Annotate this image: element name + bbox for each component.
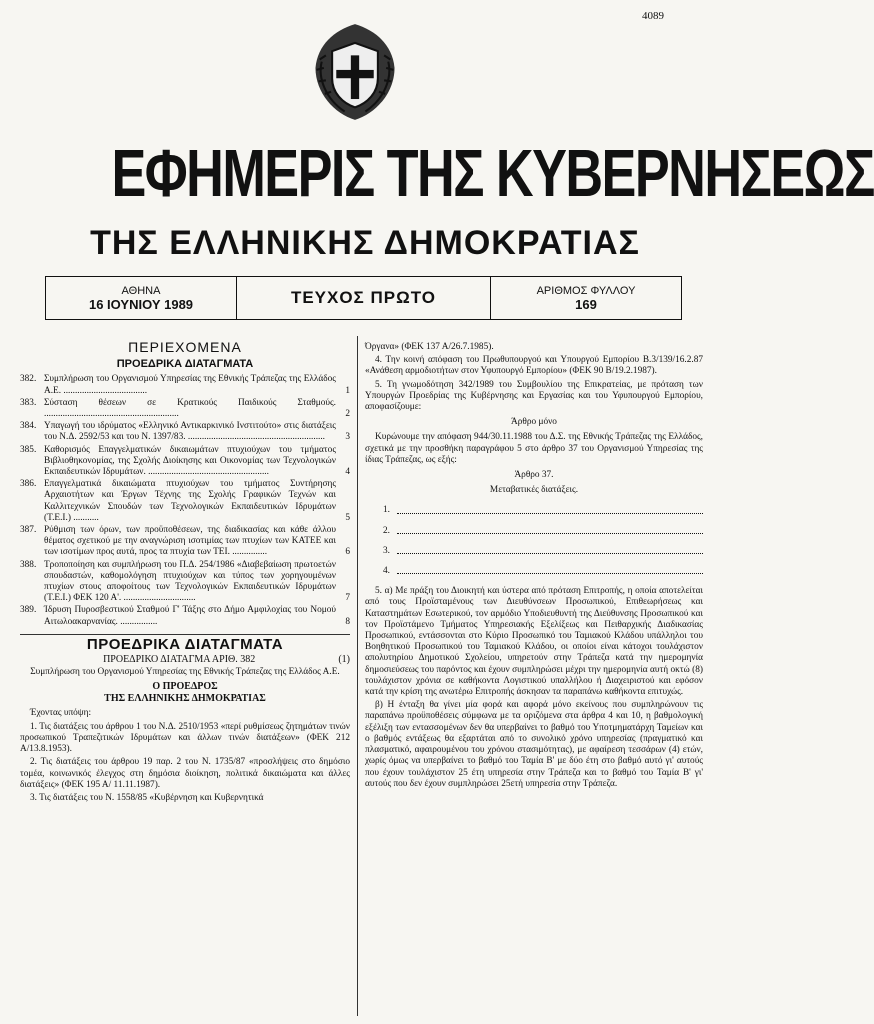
right-paragraph-1: Όργανα» (ΦΕΚ 137 Α/26.7.1985). [365,342,494,352]
dotted-item [383,546,703,557]
toc-item-page: 4 [345,467,350,478]
left-column [20,340,350,806]
sheet-label: ΑΡΙΘΜΟΣ ΦΥΛΛΟΥ [536,285,636,297]
toc-item [20,560,350,605]
left-paragraph-2: 2. Τις διατάξεις του άρθρου 19 παρ. 2 του Ν. 1735/87 «προσλήψεις στο δημόσιο τομέα, κοινωνικός έλεγχος στη δημόσια διοίκηση, πολιτικά δικαιώματα και άλλες διατάξεις» (ΦΕΚ 195 Α/ 11.11.1987). [20,757,350,790]
toc-item-text: Υπαγωγή του ιδρύματος «Ελληνικό Αντικαρκινικό Ινστιτούτο» στις διατάξεις του Ν.Δ. 2592/53 και του Ν. 1397/83. ........................................................... [44,421,336,443]
dotted-item-number: 3. [383,545,390,556]
toc-item-text: Συμπλήρωση του Οργανισμού Υπηρεσίας της Εθνικής Τράπεζας της Ελλάδος Α.Ε. .................................... [44,374,336,396]
column-divider [357,336,358,1016]
toc-item-text: Επαγγελματικά δικαιώματα πτυχιούχων του τμήματος Συντήρησης Αρχαιοτήτων και Έργων Τέχνης της Σχολής Γραφικών Τεχνών και Καλλιτεχνικών Σπουδών των Τεχνολογικών Εκπαιδευτικών Ιδρυμάτων (Τ.Ε.Ι.) ........... [44,479,336,523]
left-paragraph-1: 1. Τις διατάξεις του άρθρου 1 του Ν.Δ. 2510/1953 «περί ρυθμίσεως ζητημάτων τινών προσωπικού Τραπεζιτικών Ιδρυμάτων και άλλων τινών διατάξεων» (ΦΕΚ 212 Α/13.8.1953). [20,721,350,755]
toc-item-number: 389. [20,605,37,616]
toc-item-number: 388. [20,559,37,570]
toc-item-number: 384. [20,421,37,432]
coat-of-arms-icon [303,20,407,124]
toc-item [20,374,350,396]
toc-item-page: 3 [345,432,350,443]
toc-item [20,398,350,420]
dotted-item [383,566,703,577]
toc-item-text: Καθορισμός Επαγγελματικών δικαιωμάτων πτυχιούχων του τμήματος Βιβλιοθηκονομίας, της Σχολής Διοίκησης και Οικονομίας των Τεχνολογικών Εκπαιδευτικών Ιδρυμάτων. .................................................... [44,444,336,478]
toc-title: ΠΕΡΙΕΧΟΜΕΝΑ [128,339,242,355]
toc-item-text: Ίδρυση Πυροσβεστικού Σταθμού Γ' Τάξης στο Δήμο Αμφιλοχίας του Νομού Αιτωλοακαρνανίας. ................ [44,605,336,627]
left-paragraph-3: 3. Τις διατάξεις του Ν. 1558/85 «Κυβέρνηση και Κυβερνητικά [30,792,264,803]
toc-item-page: 8 [345,616,350,627]
gazette-title: ΕΦΗΜΕΡΙΣ ΤΗΣ ΚΥΒΕΡΝΗΣΕΩΣ [111,136,874,211]
dotted-item-number: 4. [383,566,390,577]
right-column [365,340,703,792]
article-37: Άρθρο 37. [514,470,554,481]
toc-item-text: Ρύθμιση των όρων, των προϋποθέσεων, της διαδικασίας και κάθε άλλου θέματος σχετικού με την αναγνώριση ισοτιμίας των πτυχίων των ΚΑΤΕΕ και των ισοτίμων προς αυτά, προς τα πτυχία των ΤΕΙ. ............... [44,525,336,558]
toc-item [20,479,350,524]
right-paragraph-2: 4. Την κοινή απόφαση του Πρωθυπουργού και Υπουργού Εμπορίου Β.3/139/16.2.87 «Ανάθεση αρμοδιοτήτων στον Υφυπουργό Εμπορίου» (ΦΕΚ 90 Β/19.2.1987). [365,355,703,377]
toc-item-text: Τροποποίηση και συμπλήρωση του Π.Δ. 254/1986 «Διαβεβαίωση πρωτοετών σπουδαστών, καθομολόγηση πτυχιούχων και τύπος των χορηγουμένων πτυχίων στους αποφοίτους των Τεχνολογικών Εκπαιδευτικών Ιδρυμάτων (Τ.Ε.Ι.) ΦΕΚ 120 Α'. ............................... [44,559,336,604]
issue-series: ΤΕΥΧΟΣ ΠΡΩΤΟ [290,288,437,307]
toc-subtitle: ΠΡΟΕΔΡΙΚΑ ΔΙΑΤΑΓΜΑΤΑ [116,358,254,371]
toc-item-text: Σύσταση θέσεων σε Κρατικούς Παιδικούς Σταθμούς. .......................................................... [44,397,336,420]
toc-item-number: 387. [20,525,37,536]
toc-item-page: 2 [345,409,350,420]
toc-item-page: 1 [345,385,350,396]
paragraph-5b: β) Η ένταξη θα γίνει μία φορά και αφορά μόνο εκείνους που συμπληρώνουν τις παραπάνω προϋποθέσεις σύμφωνα με τα οριζόμενα στα άρθρα 4 και 10, η βαθμολογική εξέλιξη των εντασσομένων δεν θα υπερβαίνει το βαθμό του Υποτμηματάρχη Ταμείων και ο βαθμός εντάξεως θα εξαρτάται από το συνολικό χρόνο υπηρεσίας (πραγματικό και πλασματικό, αφαιρουμένου του χρόνου στασιμότητας), με αφαίρεση τεσσάρων (4) ετών, χωρίς όμως να υπερβαίνει το βαθμό του Ταμία Β' με δύο έτη στο βαθμό αυτό γι' αυτούς που έχουν τουλάχιστον 25 έτη υπηρεσία στην Τράπεζα και το βαθμό του Ταμία Β' γι' αυτούς που δεν έχουν συμπληρώσει 25ετή υπηρεσία στην Τράπεζα. [365,700,703,789]
gazette-subtitle: ΤΗΣ ΕΛΛΗΝΙΚΗΣ ΔΗΜΟΚΡΑΤΙΑΣ [90,224,640,262]
toc-item [20,605,350,627]
considering: Έχοντας υπόψη: [30,708,92,719]
decree-label: ΠΡΟΕΔΡΙΚΟ ΔΙΑΤΑΓΜΑ ΑΡΙΘ. 382 [103,654,256,666]
dotted-item-number: 2. [383,525,390,536]
dotted-item [383,505,703,516]
paragraph-5a: 5. α) Με πράξη του Διοικητή και ύστερα από πρόταση Επιτροπής, η οποία αποτελείται από τους Προϊσταμένους των Διευθύνσεων Προσωπικού, Επιθεωρήσεως και Καταστημάτων Εσωτερικού, τον αρμόδιο Υποδιευθυντή της Διεύθυνσης Προσωπικού και τον Προϊστάμενο Τμήματος Υπηρεσιακής Εξελίξεως και Πειθαρχικής Διαδικασίας Προσωπικού, εντάσσονται στο Κύριο Προσωπικό του Ταμιακού Κλάδου υπάλληλοι του Βοηθητικού Προσωπικού του Ταμιακού Κλάδου, οι οποίοι είναι κάτοχοι τουλάχιστον απολυτηρίου Δημοτικού Σχολείου, υπηρετούν στην Τράπεζα κατά την ημερομηνία δημοσιεύσεως του παρόντος και έχουν συμπληρώσει μέχρι την ημερομηνία αυτή οκτώ (8) τουλάχιστον χρόνια σε καθήκοντα Λογιστικού υπαλλήλου ή Διαχειριστού και εφόσον κατά την κρίση της ανωτέρω Επιτροπής άσκησαν τα παραπάνω καθήκοντα επιτυχώς. [365,586,703,698]
page-number: 4089 [642,10,664,22]
divider [20,634,350,635]
issue-date: 16 ΙΟΥΝΙΟΥ 1989 [88,297,194,312]
section-title: ΠΡΟΕΔΡΙΚΑ ΔΙΑΤΑΓΜΑΤΑ [86,635,284,653]
toc-item [20,421,350,443]
toc-item-page: 6 [345,547,350,558]
issue-city: ΑΘΗΝΑ [121,285,161,297]
toc-item-page: 7 [345,593,350,604]
dotted-item-number: 1. [383,505,390,516]
toc-item [20,445,350,479]
dotted-item [383,526,703,537]
toc-list [20,374,350,627]
decree-subject: Συμπλήρωση του Οργανισμού Υπηρεσίας της Εθνικής Τράπεζας της Ελλάδος Α.Ε. [30,667,340,678]
decree-note: (1) [338,654,350,666]
issue-bar [45,276,682,320]
toc-item-page: 5 [345,512,350,523]
sheet-number: 169 [575,297,597,312]
decree-label-line [20,654,350,665]
ratify-text: Κυρώνουμε την απόφαση 944/30.11.1988 του Δ.Σ. της Εθνικής Τράπεζας της Ελλάδος, σχετικά με την προσθήκη παραγράφου 5 στο άρθρο 37 του Οργανισμού Υπηρεσίας της ίδιας Τράπεζας, ως εξής: [365,432,703,465]
article-37-title: Μεταβατικές διατάξεις. [489,485,579,496]
president-heading [20,681,350,705]
president-heading-line-1: Ο ΠΡΟΕΔΡΟΣ [152,681,218,693]
toc-item-number: 383. [20,397,37,408]
toc-item-number: 385. [20,444,37,455]
president-heading-line-2: ΤΗΣ ΕΛΛΗΝΙΚΗΣ ΔΗΜΟΚΡΑΤΙΑΣ [104,693,266,705]
toc-item-number: 382. [20,374,37,385]
toc-item [20,525,350,559]
right-paragraph-3: 5. Τη γνωμοδότηση 342/1989 του Συμβουλίου της Επικρατείας, με πρόταση των Υπουργών Προεδρίας της Κυβέρνησης και Εργασίας και του Υφυπουργού Εμπορίου, αποφασίζουμε: [365,379,703,413]
issue-sheet [490,277,681,319]
issue-place-date [46,277,237,319]
toc-item-number: 386. [20,479,37,490]
article-single: Άρθρο μόνο [511,417,557,428]
